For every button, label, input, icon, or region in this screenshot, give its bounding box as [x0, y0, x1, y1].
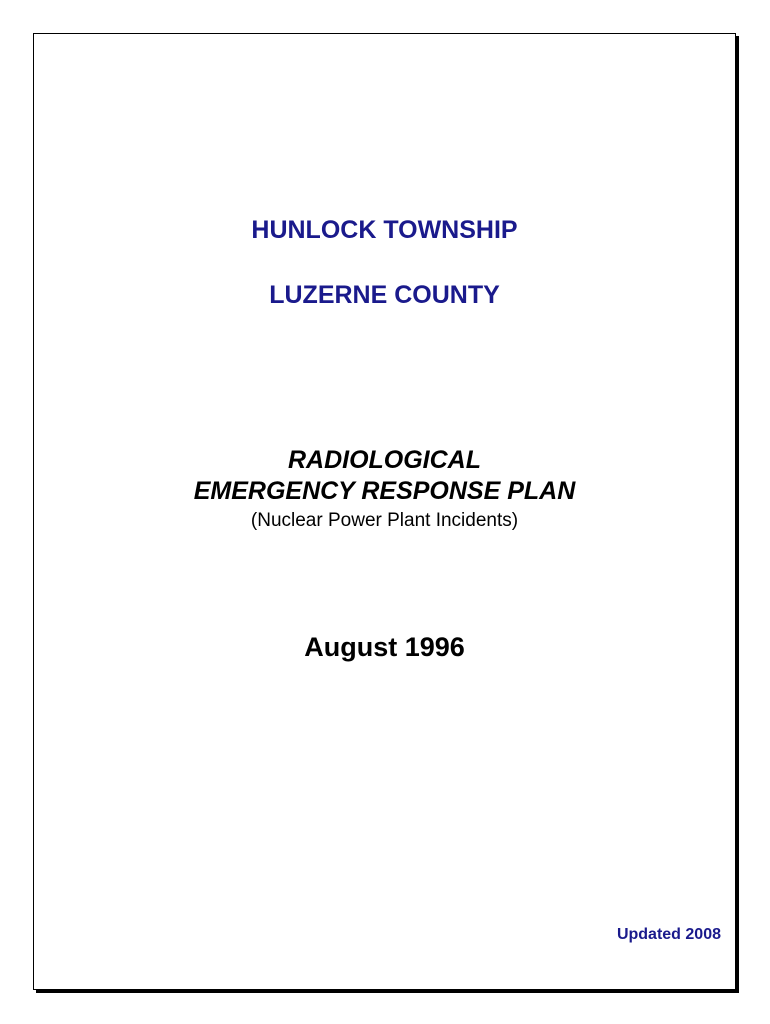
updated-note: Updated 2008	[616, 926, 721, 943]
township-heading: HUNLOCK TOWNSHIP	[251, 216, 518, 244]
plan-title-line-1: RADIOLOGICAL	[287, 446, 482, 474]
plan-title-line-2: EMERGENCY RESPONSE PLAN	[193, 477, 576, 505]
county-heading: LUZERNE COUNTY	[269, 281, 500, 309]
plan-date: August 1996	[304, 632, 465, 662]
cover-page-frame	[33, 33, 736, 990]
plan-subtitle: (Nuclear Power Plant Incidents)	[250, 510, 519, 531]
